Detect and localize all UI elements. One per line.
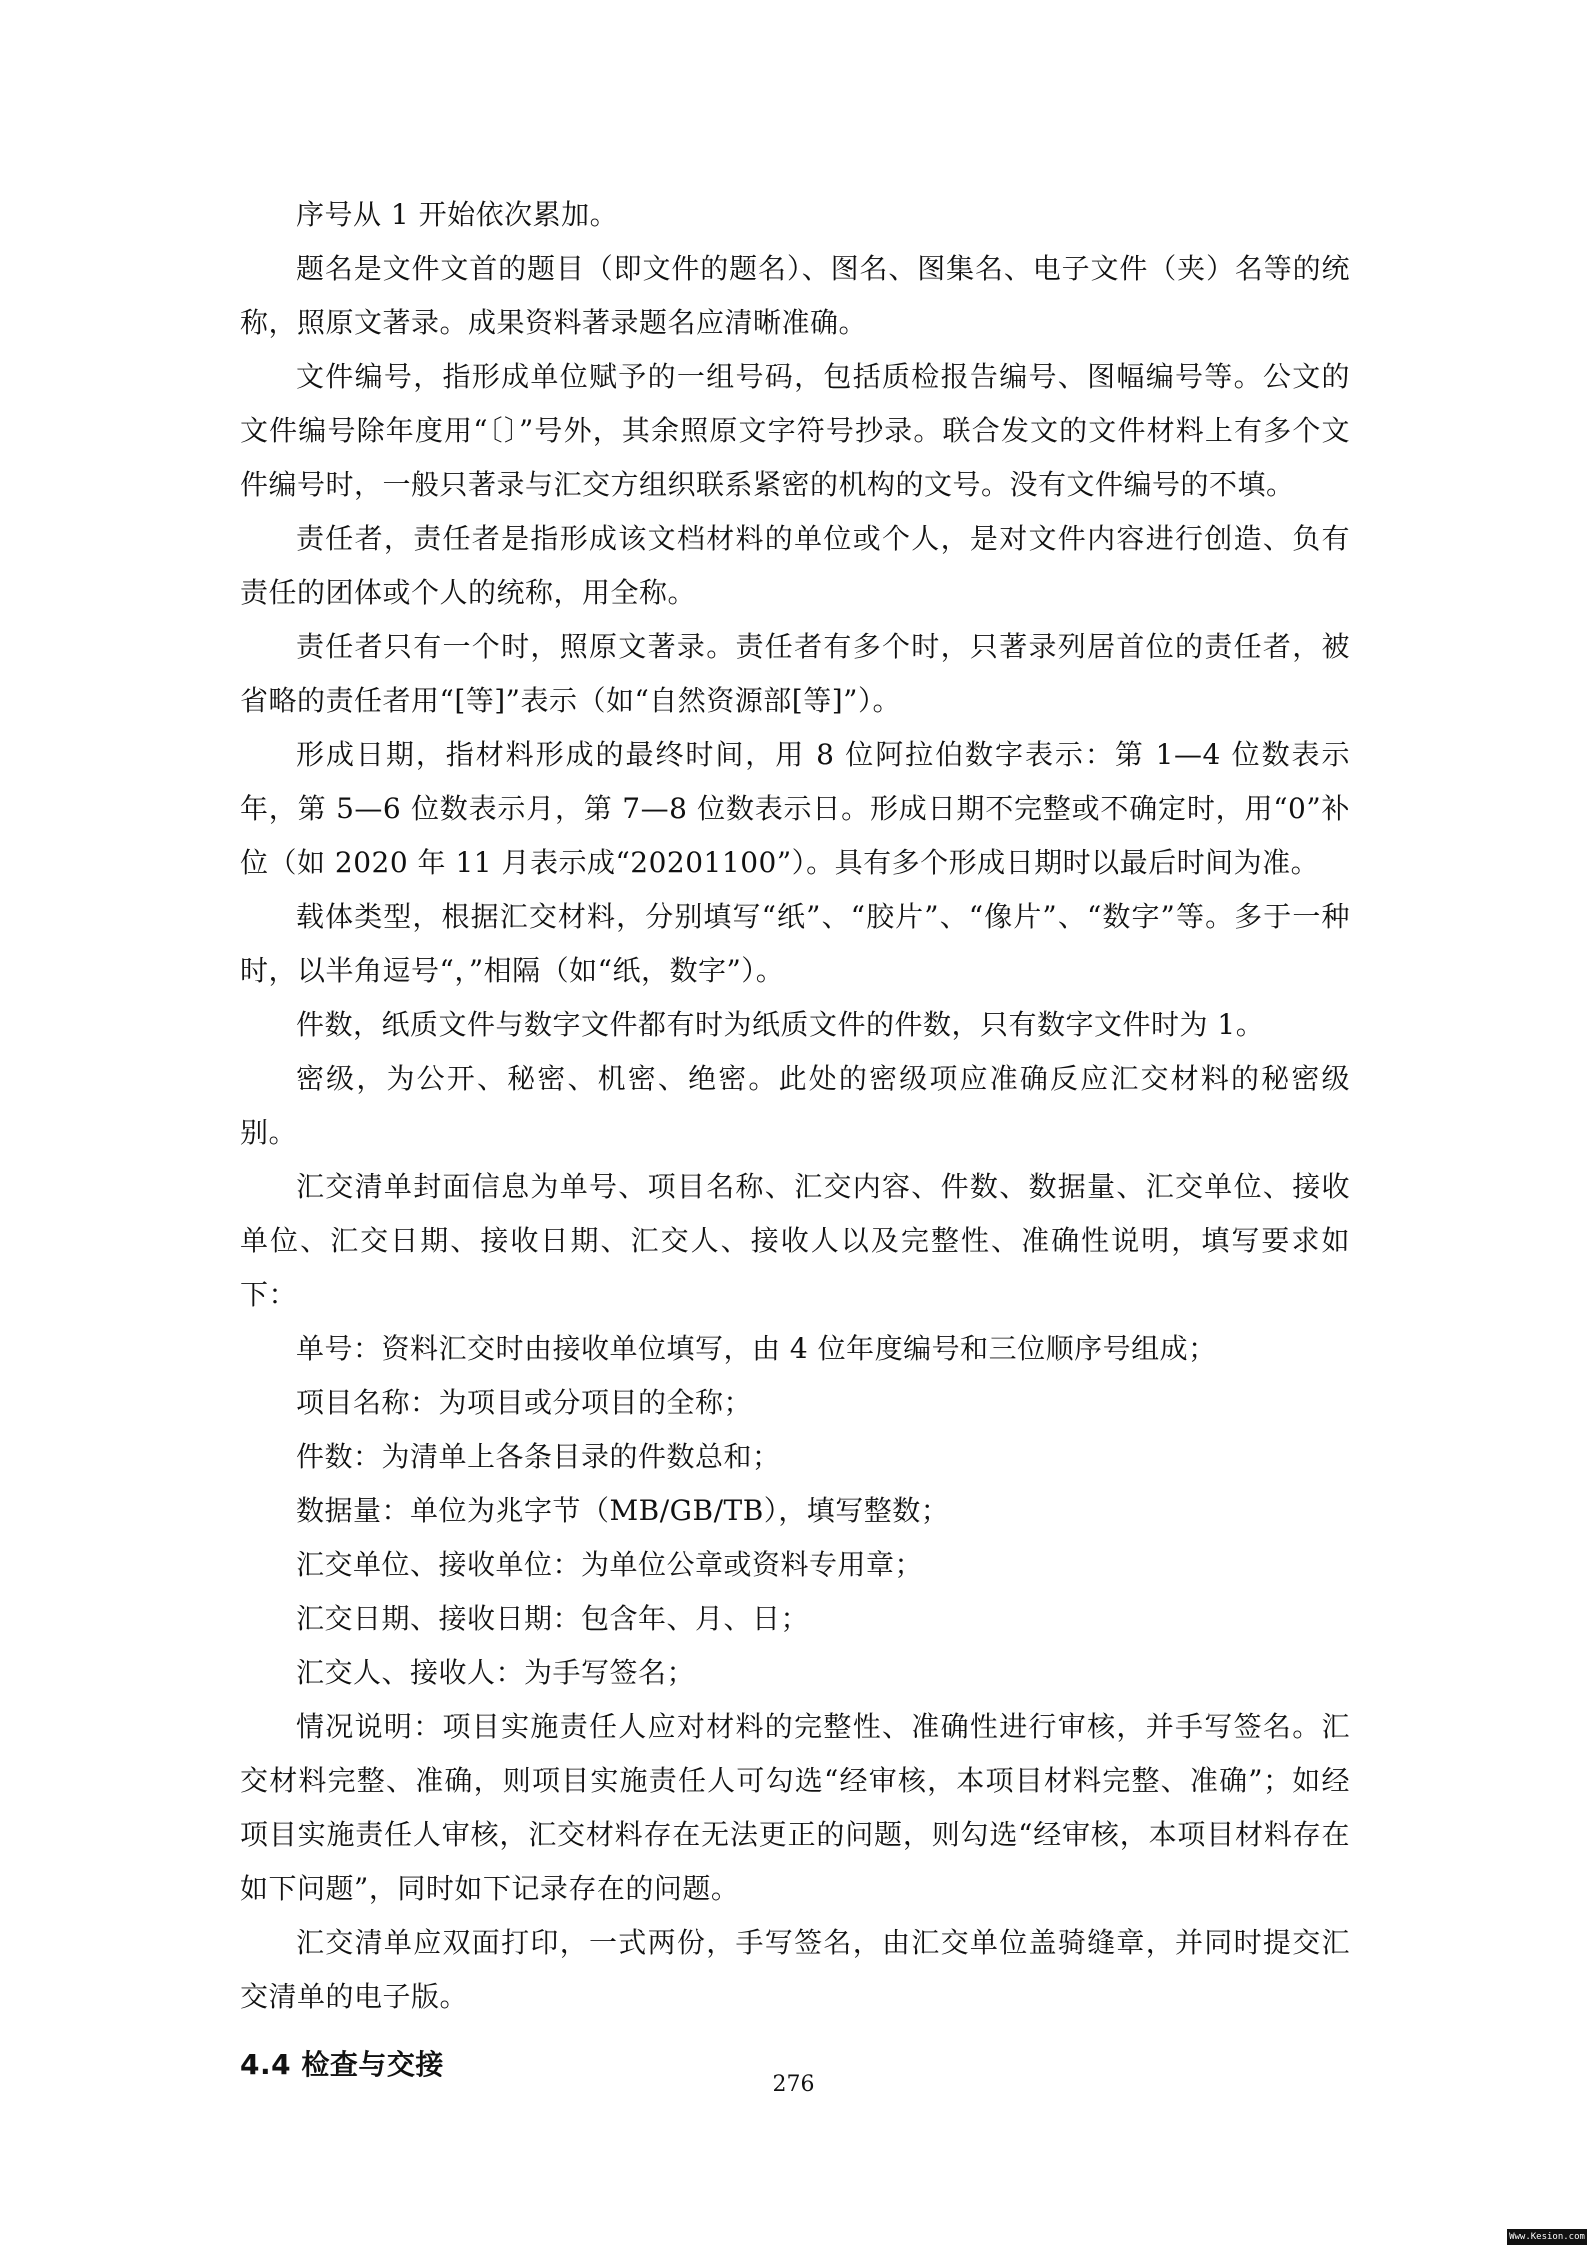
paragraph-title-definition: 题名是文件文首的题目（即文件的题名）、图名、图集名、电子文件（夹）名等的统称，照原文著录。成果资料著录题名应清晰准确。 [240,252,1350,339]
paragraph-file-number: 文件编号，指形成单位赋予的一组号码，包括质检报告编号、图幅编号等。公文的文件编号除年度用“〔〕”号外，其余照原文字符号抄录。联合发文的文件材料上有多个文件编号时，一般只著录与汇交方组织联系紧密的机构的文号。没有文件编号的不填。 [240,360,1350,501]
paragraph-formation-date: 形成日期，指材料形成的最终时间，用 8 位阿拉伯数字表示：第 1—4 位数表示年，第 5—6 位数表示月，第 7—8 位数表示日。形成日期不完整或不确定时，用“0”补位（如 2020 年 11 月表示成“20201100”）。具有多个形成日期时以最后时间为准。 [240,738,1350,879]
paragraph-cover-info: 汇交清单封面信息为单号、项目名称、汇交内容、件数、数据量、汇交单位、接收单位、汇交日期、接收日期、汇交人、接收人以及完整性、准确性说明，填写要求如下： [240,1170,1350,1311]
paragraph-data-volume: 数据量：单位为兆字节（MB/GB/TB），填写整数； [296,1494,950,1527]
paragraph-responsible-party: 责任者，责任者是指形成该文档材料的单位或个人，是对文件内容进行创造、负有责任的团体或个人的统称，用全称。 [240,522,1350,609]
paragraph-security-level: 密级，为公开、秘密、机密、绝密。此处的密级项应准确反应汇交材料的秘密级别。 [240,1062,1350,1149]
paragraph-responsible-party-rules: 责任者只有一个时，照原文著录。责任者有多个时，只著录列居首位的责任者，被省略的责任者用“[等]”表示（如“自然资源部[等]”）。 [240,630,1350,717]
paragraph-dates: 汇交日期、接收日期：包含年、月、日； [296,1602,810,1635]
paragraph-printing-rules: 汇交清单应双面打印，一式两份，手写签名，由汇交单位盖骑缝章，并同时提交汇交清单的电子版。 [240,1926,1350,2013]
document-body [240,188,1350,2092]
paragraph-item-count: 件数，纸质文件与数字文件都有时为纸质文件的件数，只有数字文件时为 1。 [296,1008,1265,1041]
section-heading: 4.4 检查与交接 [240,2048,444,2081]
paragraph-units: 汇交单位、接收单位：为单位公章或资料专用章； [296,1548,924,1581]
page-number: 276 [772,2072,815,2097]
paragraph-signers: 汇交人、接收人：为手写签名； [296,1656,696,1689]
paragraph-serial-number: 序号从 1 开始依次累加。 [296,198,619,231]
paragraph-situation-note: 情况说明：项目实施责任人应对材料的完整性、准确性进行审核，并手写签名。汇交材料完整、准确，则项目实施责任人可勾选“经审核，本项目材料完整、准确”；如经项目实施责任人审核，汇交材料存在无法更正的问题，则勾选“经审核，本项目材料存在如下问题”，同时如下记录存在的问题。 [240,1710,1350,1905]
paragraph-total-count: 件数：为清单上各条目录的件数总和； [296,1440,781,1473]
paragraph-carrier-type: 载体类型，根据汇交材料，分别填写“纸”、“胶片”、“像片”、“数字”等。多于一种时，以半角逗号“，”相隔（如“纸，数字”）。 [240,900,1350,987]
site-watermark: Www.Kesion.com [1507,2229,1587,2245]
paragraph-project-name: 项目名称：为项目或分项目的全称； [296,1386,753,1419]
paragraph-form-number: 单号：资料汇交时由接收单位填写，由 4 位年度编号和三位顺序号组成； [296,1332,1217,1365]
